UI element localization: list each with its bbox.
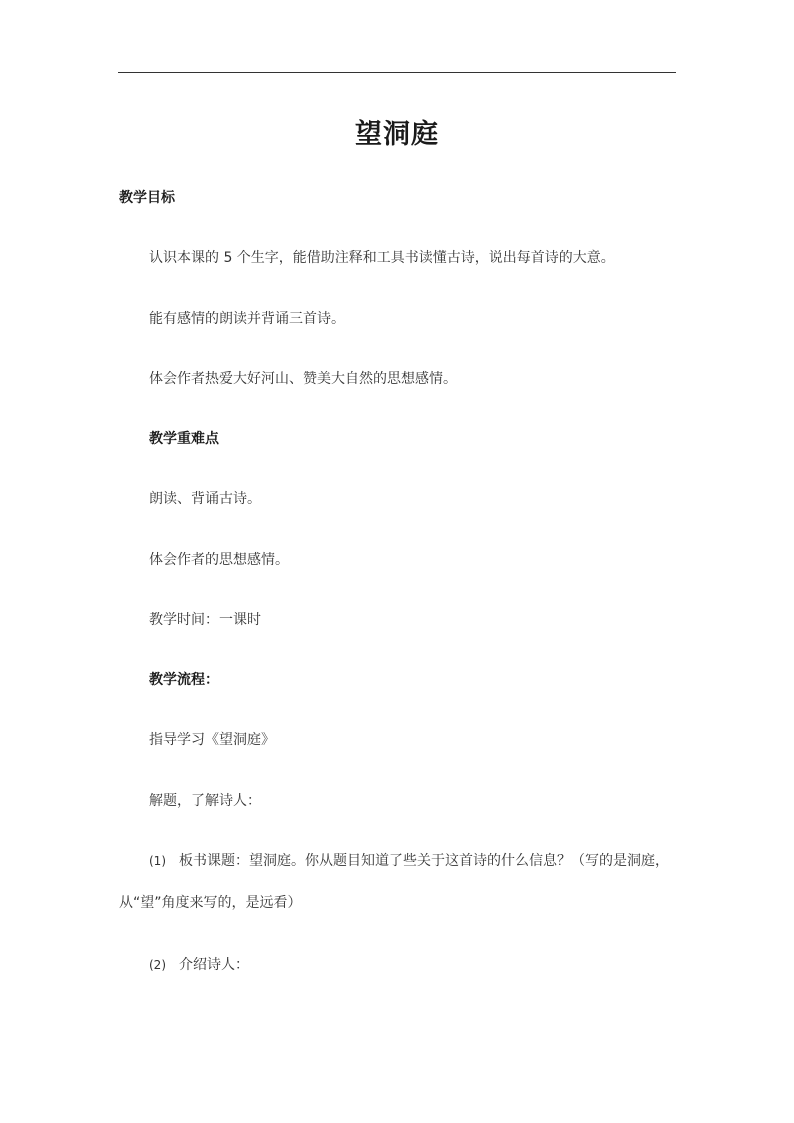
step-1-number: (1) xyxy=(149,854,166,868)
process-item-2: 解题，了解诗人： xyxy=(149,793,261,809)
step-1-continuation: 从“望”角度来写的，是远看） xyxy=(119,895,302,911)
step-2-text: 介绍诗人： xyxy=(179,957,249,973)
objectives-heading: 教学目标 xyxy=(119,190,175,206)
objective-1: 认识本课的 5 个生字，能借助注释和工具书读懂古诗，说出每首诗的大意。 xyxy=(149,250,615,266)
step-1 xyxy=(149,852,669,870)
header-rule xyxy=(118,72,676,73)
objective-2: 能有感情的朗读并背诵三首诗。 xyxy=(149,311,345,327)
key-point-2: 体会作者的思想感情。 xyxy=(149,552,289,568)
key-point-1: 朗读、背诵古诗。 xyxy=(149,491,261,507)
page-title: 望洞庭 xyxy=(355,119,439,150)
process-heading: 教学流程： xyxy=(149,672,219,688)
step-2 xyxy=(149,956,249,974)
step-2-number: (2) xyxy=(149,958,166,972)
teaching-time: 教学时间：一课时 xyxy=(149,612,261,628)
key-points-heading: 教学重难点 xyxy=(149,431,219,447)
objective-3: 体会作者热爱大好河山、赞美大自然的思想感情。 xyxy=(149,371,457,387)
step-1-text: 板书课题：望洞庭。你从题目知道了些关于这首诗的什么信息？（写的是洞庭， xyxy=(179,853,669,869)
process-item-1: 指导学习《望洞庭》 xyxy=(149,732,275,748)
